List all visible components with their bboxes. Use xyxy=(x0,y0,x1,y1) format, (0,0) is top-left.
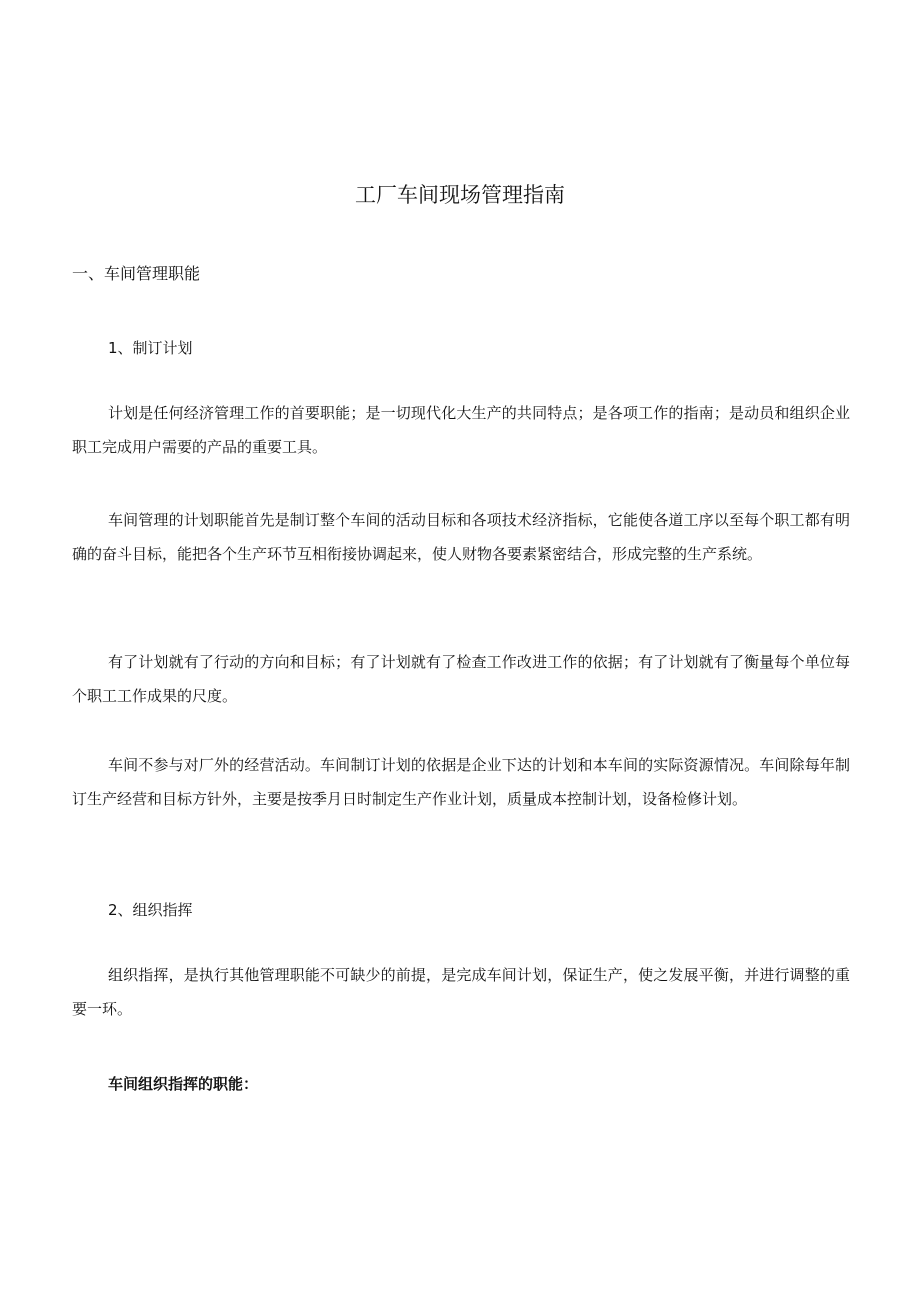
paragraph-organize-1: 组织指挥，是执行其他管理职能不可缺少的前提，是完成车间计划，保证生产，使之发展平衡，并进行调整的重要一环。 xyxy=(72,966,850,1018)
paragraph-plan-4: 车间不参与对厂外的经营活动。车间制订计划的依据是企业下达的计划和本车间的实际资源情况。车间除每年制订生产经营和目标方针外，主要是按季月日时制定生产作业计划，质量成本控制计划，设备检修计划。 xyxy=(72,756,850,808)
subsection-heading-plan: 1、制订计划 xyxy=(108,339,193,357)
paragraph-plan-3: 有了计划就有了行动的方向和目标；有了计划就有了检查工作改进工作的依据；有了计划就有了衡量每个单位每个职工工作成果的尺度。 xyxy=(72,653,850,705)
paragraph-plan-2: 车间管理的计划职能首先是制订整个车间的活动目标和各项技术经济指标，它能使各道工序以至每个职工都有明确的奋斗目标，能把各个生产环节互相衔接协调起来，使人财物各要素紧密结合，形成完整的生产系统。 xyxy=(72,511,850,563)
bold-heading-organize-functions: 车间组织指挥的职能： xyxy=(108,1075,259,1093)
subsection-heading-organize: 2、组织指挥 xyxy=(108,901,193,919)
document-title: 工厂车间现场管理指南 xyxy=(355,183,565,207)
section-heading-1: 一、车间管理职能 xyxy=(72,264,201,283)
paragraph-plan-1: 计划是任何经济管理工作的首要职能；是一切现代化大生产的共同特点；是各项工作的指南；是动员和组织企业职工完成用户需要的产品的重要工具。 xyxy=(72,404,850,456)
